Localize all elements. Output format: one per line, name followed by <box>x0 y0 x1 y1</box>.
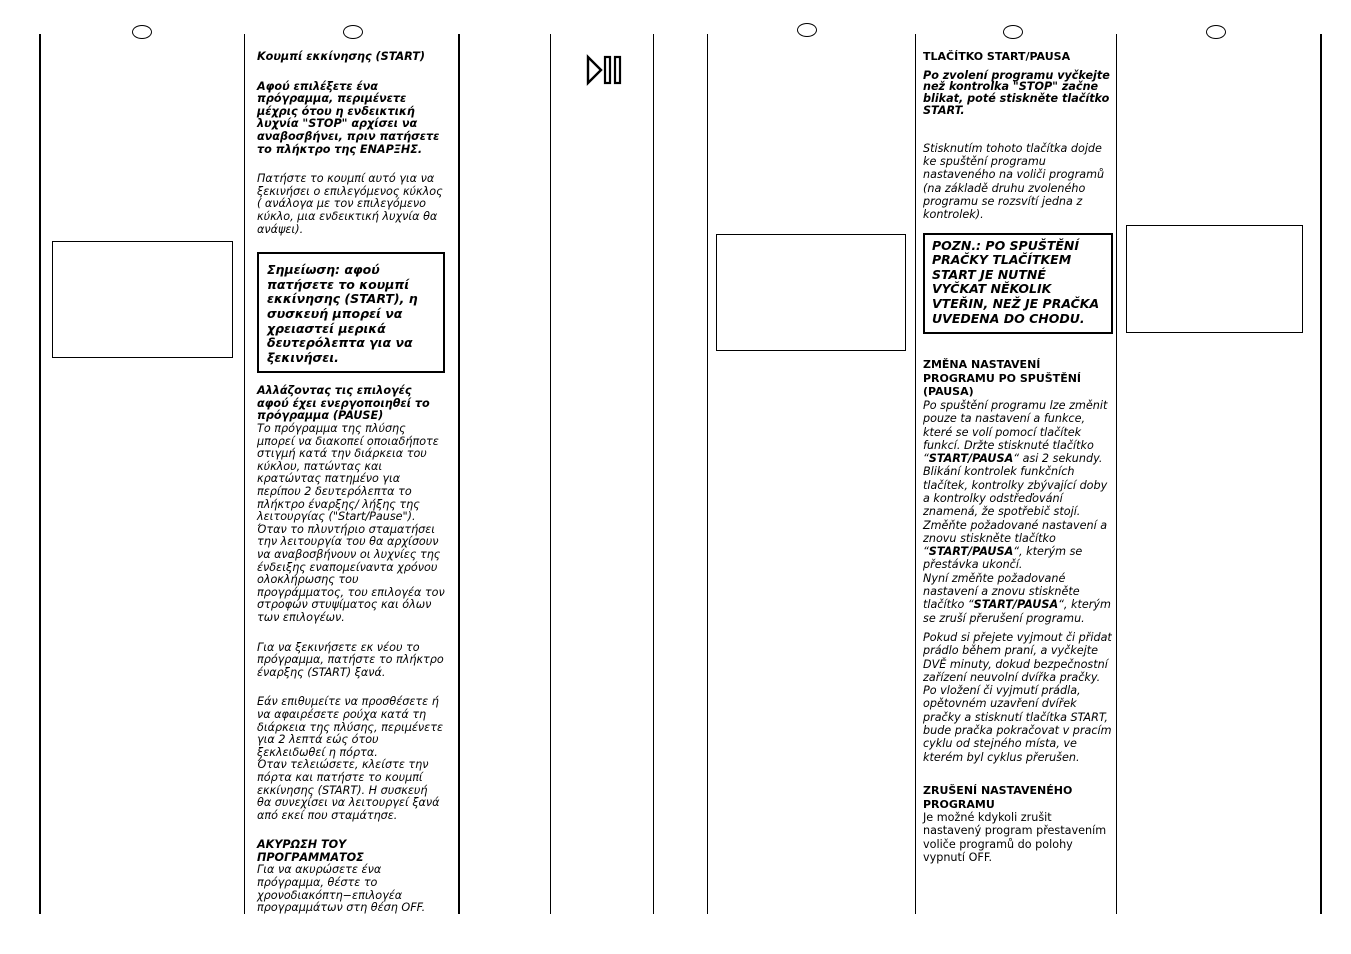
czech-column <box>923 51 1113 877</box>
illustration-placeholder <box>1126 225 1303 333</box>
illustration-placeholder <box>52 241 233 358</box>
greek-pause-text: Το πρόγραμμα της πλύσης μπορεί να διακοπεί οποιαδήποτε στιγμή κατά την διάρκεια του κύκλου, πατώντας και κρατώντας πατημένο για περίπου 2 δευτερόλεπτα το πλήκτρο έναρξης/ λήξης της λειτουργίας ("Start/Pause"). Όταν το πλυντήριο σταματήσει την λειτουργία του θα αρχίσουν να αναβοσβήνουν οι λυχνίες της ένδειξης εναπομείναντα χρόνου ολοκλήρωσης του προγράμματος, του επιλογέα τον στροφών στυψίματος και όλων των επιλογέων. <box>257 422 445 624</box>
czech-close: Po vložení či vyjmutí prádla, opětovném uzavření dvířek pračky a stisknutí tlačítka START, bude pračka pokračovat v pracím cyklu od stejného místa, ve kterém byl cyklus přerušen. <box>923 684 1112 764</box>
play-pause-icon <box>586 54 624 86</box>
illustration-placeholder <box>716 234 906 351</box>
greek-laundry: Εάν επιθυμείτε να προσθέσετε ή να αφαιρέσετε ρούχα κατά τη διάρκεια της πλύσης, περιμένετε για 2 λεπτά εώς ότου ξεκλειδωθεί η πόρτα. <box>257 695 444 759</box>
column-rule <box>244 34 245 914</box>
language-circle-icon <box>343 25 363 39</box>
czech-cancel-heading: ZRUŠENÍ NASTAVENÉHO PROGRAMU <box>923 783 1073 811</box>
czech-pause-text-4: Nyní změňte požadované nastavení a znovu stiskněte tlačítko “ <box>923 571 1080 612</box>
czech-pause-section <box>923 358 1113 625</box>
greek-cancel-heading: ΑΚΥΡΩΣΗ ΤΟΥ ΠΡΟΓΡΑΜΜΑΤΟΣ <box>257 838 364 864</box>
greek-column <box>257 51 445 928</box>
czech-cancel-section <box>923 784 1113 864</box>
greek-title: Κουμπί εκκίνησης (START) <box>257 50 425 63</box>
greek-cancel-text: Για να ακυρώσετε ένα πρόγραμμα, θέστε το χρονοδιακόπτη−επιλογέα προγραμμάτων στη θέση OFF. <box>257 863 426 915</box>
czech-pause-heading: ZMĚNA NASTAVENÍ PROGRAMU PO SPUŠTĚNÍ (PAUSA) <box>923 358 1082 399</box>
greek-paragraph: Πατήστε το κουμπί αυτό για να ξεκινήσει ο επιλεγόμενος κύκλος ( ανάλογα με τον επιλεγόμενο κύκλο, μια ενδεικτική λυχνία θα ανάψει). <box>257 172 443 236</box>
czech-cancel-text: Je možné kdykoli zrušit nastavený program přestavením voliče programů do polohy vypnutí OFF. <box>923 811 1107 864</box>
language-circle-icon <box>797 23 817 37</box>
czech-laundry-section <box>923 631 1113 764</box>
greek-pause-section <box>257 385 445 624</box>
greek-intro: Αφού επιλέξετε ένα πρόγραμμα, περιμένετε μέχρις ότου η ενδεικτική λυχνία "STOP" αρχίσει να αναβοσβήνει, πριν πατήσετε το πλήκτρο της ΕΝΑΡΞΗΣ. <box>257 79 440 156</box>
czech-note-box: POZN.: PO SPUŠTĚNÍ PRAČKY TLAČÍTKEM START JE NUTNÉ VYČKAT NĚKOLIK VTEŘIN, NEŽ JE PRAČKA UVEDENA DO CHODU. <box>923 233 1113 335</box>
czech-pause-text-2: “ asi 2 sekundy. Blikání kontrolek funkčních tlačítek, kontrolky zbývající doby a kontrolky odstřeďování znamená, že spotřebič stojí. Změňte požadované nastavení a znovu stiskněte tlačítko “ <box>923 452 1108 559</box>
czech-paragraph: Stisknutím tohoto tlačítka dojde ke spuštění programu nastaveného na voliči programů (na základě druhu zvoleného programu se rozsvítí jedna z kontrolek). <box>923 141 1105 222</box>
czech-start-pausa-label: START/PAUSA <box>928 545 1014 559</box>
column-rule <box>458 34 460 914</box>
language-circle-icon <box>1206 25 1226 39</box>
czech-title: TLAČÍTKO START/PAUSA <box>923 50 1071 63</box>
greek-close: Όταν τελειώσετε, κλείστε την πόρτα και πατήστε το κουμπί εκκίνησης (START). Η συσκευή θα συνεχίσει να λειτουργεί ξανά από εκεί που σταμάτησε. <box>257 758 440 822</box>
greek-restart: Για να ξεκινήσετε εκ νέου το πρόγραμμα, πατήστε το πλήκτρο έναρξης (START) ξανά. <box>257 640 444 679</box>
greek-pause-heading: Αλλάζοντας τις επιλογές αφού έχει ενεργοποιηθεί το πρόγραμμα (PAUSE) <box>257 384 430 423</box>
column-rule <box>39 34 41 914</box>
czech-laundry: Pokud si přejete vyjmout či přidat prádlo během praní, a vyčkejte DVĚ minuty, dokud bezpečnostní zařízení neuvolní dvířka pračky. <box>923 630 1112 684</box>
greek-cancel-section <box>257 839 445 915</box>
column-rule <box>653 34 654 914</box>
czech-start-pausa-label: START/PAUSA <box>973 598 1059 612</box>
column-rule <box>550 34 551 914</box>
czech-pause-text-5: “, kterým se zruší přerušení programu. <box>923 598 1111 625</box>
column-rule <box>1116 34 1117 914</box>
column-rule <box>915 34 916 914</box>
greek-laundry-section <box>257 696 445 822</box>
czech-intro: Po zvolení programu vyčkejte než kontrolka "STOP" začne blikat, poté stiskněte tlačítko START. <box>923 68 1110 117</box>
column-rule <box>1320 34 1322 914</box>
czech-pause-text-3: “, kterým se přestávka ukončí. <box>923 545 1083 572</box>
language-circle-icon <box>1003 25 1023 39</box>
column-rule <box>707 34 708 914</box>
czech-start-pausa-label: START/PAUSA <box>928 452 1014 466</box>
greek-note-box: Σημείωση: αφού πατήσετε το κουμπί εκκίνησης (START), η συσκευή μπορεί να χρειαστεί μερικά δευτερόλεπτα για να ξεκινήσει. <box>257 252 445 373</box>
language-circle-icon <box>132 25 152 39</box>
czech-pause-text-1: Po spuštění programu lze změnit pouze ta nastavení a funkce, které se volí pomocí tlačítek funkcí. Držte stisknuté tlačítko “ <box>923 398 1108 466</box>
